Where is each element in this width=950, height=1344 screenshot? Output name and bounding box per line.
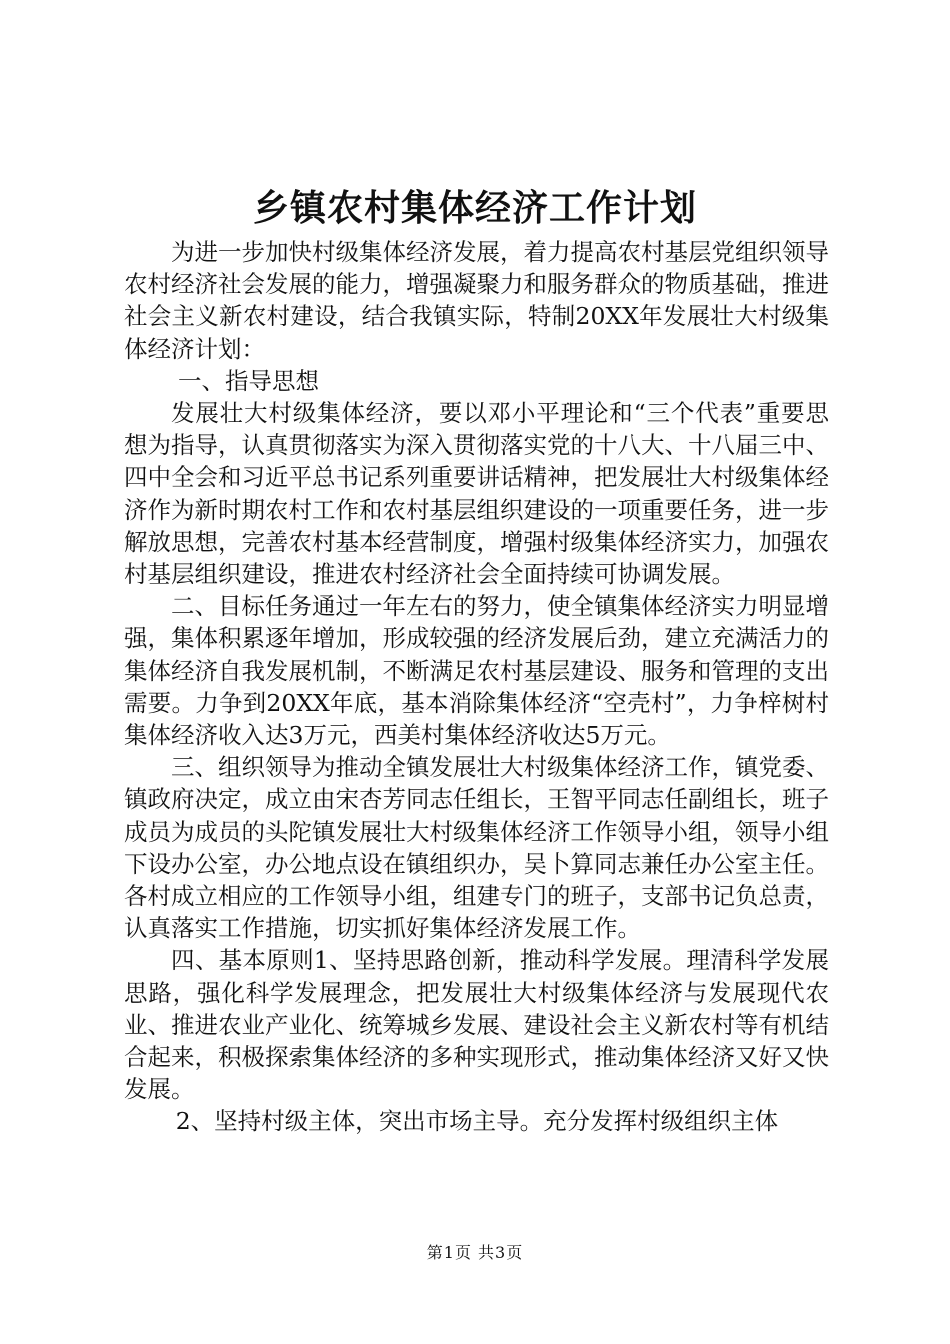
- document-title: 乡镇农村集体经济工作计划: [252, 187, 697, 229]
- paragraph-goals: 二、目标任务通过一年左右的努力，使全镇集体经济实力明显增强，集体积累逐年增加，形成较强的经济发展后劲，建立充满活力的集体经济自我发展机制，不断满足农村基层建设、服务和管理的支出需要。力争到20XX年底，基本消除集体经济“空壳村”，力争梓树村集体经济收入达3万元，西美村集体经济收达5万元。: [124, 592, 829, 750]
- paragraph-guiding-ideology: 发展壮大村级集体经济，要以邓小平理论和“三个代表”重要思想为指导，认真贯彻落实为深入贯彻落实党的十八大、十八届三中、四中全会和习近平总书记系列重要讲话精神，把发展壮大村级集体经济作为新时期农村工作和农村基层组织建设的一项重要任务，进一步解放思想，完善农村基本经营制度，增强村级集体经济实力，加强农村基层组织建设，推进农村经济社会全面持续可协调发展。: [124, 399, 829, 589]
- paragraph-organization: 三、组织领导为推动全镇发展壮大村级集体经济工作，镇党委、镇政府决定，成立由宋杏芳同志任组长，王智平同志任副组长，班子成员为成员的头陀镇发展壮大村级集体经济工作领导小组，领导小组下设办公室，办公地点设在镇组织办，吴卜算同志兼任办公室主任。各村成立相应的工作领导小组，组建专门的班子，支部书记负总责，认真落实工作措施，切实抓好集体经济发展工作。: [124, 753, 829, 943]
- paragraph-principle-2: 2、坚持村级主体，突出市场主导。充分发挥村级组织主体: [175, 1107, 779, 1136]
- document-body: [124, 236, 829, 1138]
- paragraph-intro: 为进一步加快村级集体经济发展，着力提高农村基层党组织领导农村经济社会发展的能力，增强凝聚力和服务群众的物质基础，推进社会主义新农村建设，结合我镇实际，特制20XX年发展壮大村级集体经济计划：: [124, 238, 829, 363]
- paragraph-principles: 四、基本原则1、坚持思路创新，推动科学发展。理清科学发展思路，强化科学发展理念，把发展壮大村级集体经济与发展现代农业、推进农业产业化、统筹城乡发展、建设社会主义新农村等有机结合起来，积极探索集体经济的多种实现形式，推动集体经济又好又快发展。: [124, 946, 829, 1104]
- section-heading-guiding-ideology: 一、指导思想: [178, 366, 320, 395]
- page-footer: 第1页 共3页: [426, 1243, 524, 1262]
